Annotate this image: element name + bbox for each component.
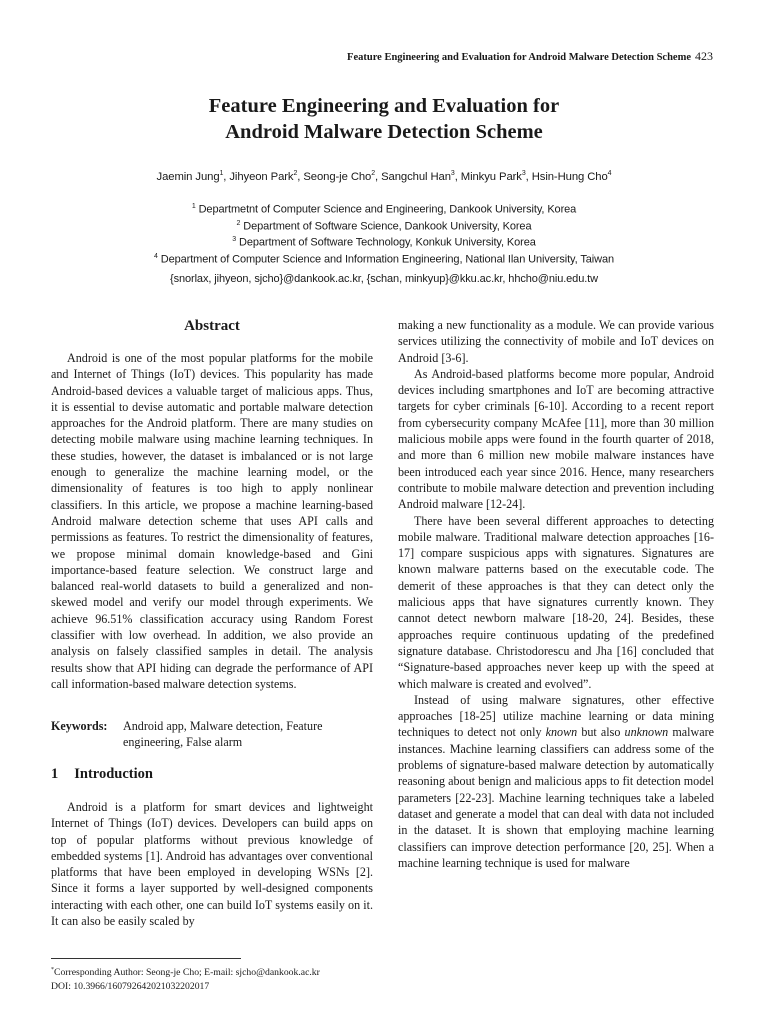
doi: DOI: 10.3966/160792642021032202017: [51, 980, 210, 992]
right-column: [398, 317, 714, 871]
author-name: Jaemin Jung: [156, 170, 220, 183]
paragraph-text: but also: [577, 725, 625, 740]
running-head-title: Feature Engineering and Evaluation for Android Malware Detection Scheme: [347, 52, 691, 63]
abstract-heading: Abstract: [184, 318, 240, 334]
author-list: Jaemin Jung$^1$, Jihyeon Park$^2$, Seong-je Cho$^2$, Sangchul Han$^3$, Minkyu Park$^3$, Hsin-Hung Cho$^4$: [156, 170, 612, 183]
abstract-body: [51, 350, 373, 692]
affiliation-mark: 4: [153, 253, 158, 260]
affiliation-text: Department of Software Science, Dankook University, Korea: [243, 220, 532, 233]
title-line: Android Malware Detection Scheme: [225, 121, 543, 143]
affiliation-text: Departmetnt of Computer Science and Engineering, Dankook University, Korea: [198, 203, 577, 216]
keywords: [51, 718, 373, 751]
author-name: Minkyu Park: [460, 170, 522, 183]
affiliation-text: Department of Software Technology, Konkuk University, Korea: [239, 236, 536, 249]
footnote-marker: *: [51, 967, 54, 973]
running-head: [0, 49, 713, 64]
paragraph: As Android-based platforms become more popular, Android devices including smartphones and IoT are becoming attractive targets for cyber criminals [6-10]. According to a recent report from cybersecurity company McAfee [11], more than 30 million malicious mobile apps were found in the fourth quarter of 2018, and more than 6 million new mobile malware instances have been introduced each year since 2016. Hence, many researchers contribute to mobile malware detection and prevention including Android malware [12-24].: [398, 366, 714, 512]
section-heading: [51, 766, 153, 783]
footnote-rule: [51, 958, 241, 959]
title-line: Feature Engineering and Evaluation for: [208, 95, 560, 117]
section-number: 1: [51, 766, 59, 782]
introduction-paragraph: Android is a platform for smart devices and lightweight Internet of Things (IoT) devices. Developers can build apps on top of popular platforms without previous knowledge of embedded systems [1]. Android has advantages over conventional platforms that have been employed in developing WSNs [2]. Since it forms a layer supported by well-designed components interacting with each other, one can build IoT systems easily on it. It can also be easily scaled by: [51, 800, 373, 929]
affiliation: [0, 253, 768, 266]
paragraph-text: Instead of using malware signatures, other effective approaches [18-25] utilize machine learning or data mining techniques to detect not only: [398, 692, 714, 740]
affiliation: [0, 203, 768, 216]
affiliation-mark: 1: [191, 203, 196, 210]
affiliation-mark: 3: [232, 236, 237, 243]
keywords-text: Android app, Malware detection, Feature engineering, False alarm: [123, 719, 323, 750]
emphasis-unknown: unknown: [624, 725, 669, 740]
author-affil-mark: 2: [371, 170, 376, 177]
affiliation: [0, 236, 768, 249]
paragraph: [398, 692, 714, 871]
affiliation: [0, 220, 768, 233]
author-affil-mark: 1: [219, 170, 224, 177]
affiliation-mark: 2: [236, 220, 241, 227]
emphasis-known: known: [545, 725, 578, 740]
author-name: Hsin-Hung Cho: [531, 170, 608, 183]
author-affil-mark: 3: [521, 170, 526, 177]
author-emails: {snorlax, jihyeon, sjcho}@dankook.ac.kr, {schan, minkyup}@kku.ac.kr, hhcho@niu.edu.tw: [170, 273, 598, 285]
abstract-text: Android is one of the most popular platforms for the mobile and Internet of Things (IoT) devices. This popularity has made Android-based devices a valuable target of malicious apps. Thus, it is essential to devise automatic and portable malware detection approaches for the Android platform. There are many studies on detecting mobile malware using machine learning techniques. In these studies, however, the dataset is imbalanced or is not large enough to generalize the machine learning model, or the dimensionality of features is too high to apply nonlinear classifiers. In this article, we propose a machine learning-based Android malware detection scheme that uses API calls and permissions as features. To restrict the dimensionality of features, we propose minimal domain knowledge-based and Gini importance-based feature selection. We construct large and balanced real-world datasets to build a generalized and non-skewed model and verify our model through experiments. We achieve 96.51% classification accuracy using Random Forest classifier with low overhead. In addition, we also provide an analysis on falsely classified samples in detail. The analysis results show that API hiding can degrade the performance of API call information-based malware detection systems.: [51, 351, 373, 691]
paper-title: [0, 93, 768, 145]
paragraph: There have been several different approaches to detecting mobile malware. Traditional malware detection approaches [16-17] compare suspicious apps with signatures. Signatures are known malware patterns based on the executable code. The demerit of these approaches is that they can detect only the malicious apps that have signatures currently known. They cannot detect newborn malware [18-20, 24]. Besides, these approaches require continuous updating of the predefined signature database. Christodorescu and Jha [16] concluded that “Signature-based approaches never keep up with the speed at which malware is created and evolved”.: [398, 513, 714, 691]
author-name: Jihyeon Park: [229, 170, 294, 183]
corresponding-author: Corresponding Author: Seong-je Cho; E-mail: sjcho@dankook.ac.kr: [54, 967, 320, 979]
paragraph: making a new functionality as a module. We can provide various services utilizing the connectivity of mobile and IoT devices on Android [3-6].: [398, 318, 714, 365]
author-affil-mark: 4: [607, 170, 612, 177]
author-name: Sangchul Han: [381, 170, 451, 183]
author-name: Seong-je Cho: [303, 170, 372, 183]
section-title: Introduction: [74, 766, 153, 782]
page-number: 423: [695, 49, 713, 63]
keywords-label: Keywords:: [51, 719, 108, 733]
footnote: [51, 964, 391, 993]
author-affil-mark: 3: [450, 170, 455, 177]
affiliation-text: Department of Computer Science and Information Engineering, National Ilan University, Taiwan: [160, 253, 614, 266]
author-affil-mark: 2: [293, 170, 298, 177]
paragraph-text: malware instances. Machine learning classifiers can address some of the problems of signature-based malware detection by automatically reasoning about benign and malicious apps to fit detection model parameters [22-23]. Machine learning techniques take a labeled dataset and generate a model that can deal with data not included in the dataset. It is shown that employing machine learning classifiers can improve detection performance [20, 25]. When a machine learning technique is used for malware: [398, 725, 714, 870]
footnote-line: [51, 964, 391, 980]
introduction-body: [51, 799, 373, 929]
